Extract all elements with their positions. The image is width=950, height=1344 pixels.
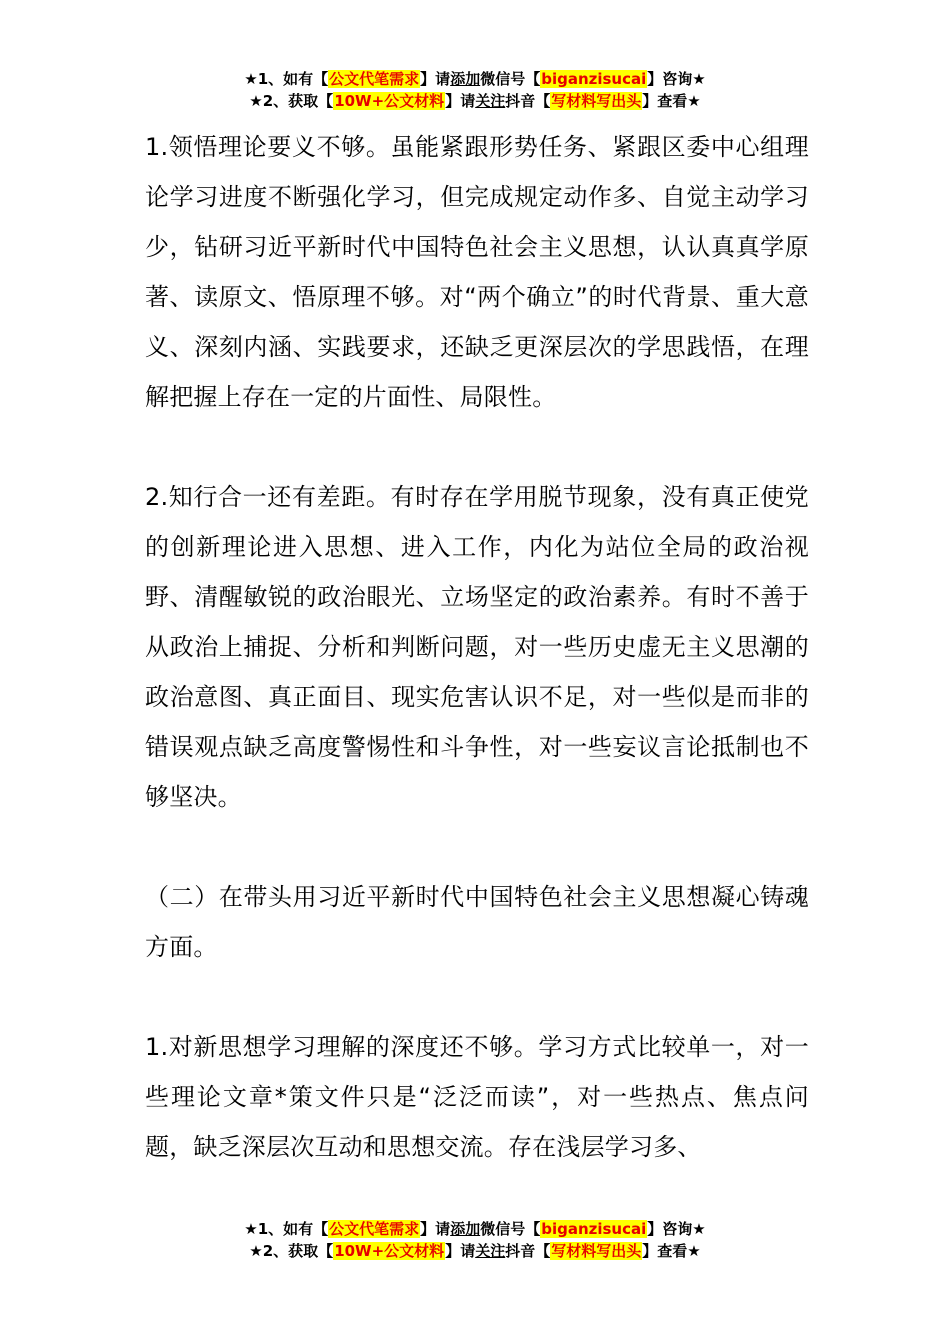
banner-line-1 <box>0 68 950 90</box>
banner-text: ★1、如有【 <box>244 1220 329 1238</box>
banner-line-1 <box>0 1218 950 1240</box>
banner-underline: 关注 <box>475 1242 506 1260</box>
paragraph-3: 1.对新思想学习理解的深度还不够。学习方式比较单一，对一些理论文章*策文件只是“泛泛而读”，对一些热点、焦点问题，缺乏深层次互动和思想交流。存在浅层学习多、 <box>145 1033 809 1161</box>
banner-text: 】请 <box>445 1242 476 1260</box>
paragraph-2: 2.知行合一还有差距。有时存在学用脱节现象，没有真正使党的创新理论进入思想、进入工作，内化为站位全局的政治视野、清醒敏锐的政治眼光、立场坚定的政治素养。有时不善于从政治上捕捉、分析和判断问题，对一些历史虚无主义思潮的政治意图、真正面目、现实危害认识不足，对一些似是而非的错误观点缺乏高度警惕性和斗争性，对一些妄议言论抵制也不够坚决。 <box>145 483 809 811</box>
banner-text: ★2、获取【 <box>249 1242 334 1260</box>
banner-highlight: 写材料写出头 <box>551 1242 642 1260</box>
paragraph-1: 1.领悟理论要义不够。虽能紧跟形势任务、紧跟区委中心组理论学习进度不断强化学习，但完成规定动作多、自觉主动学习少，钻研习近平新时代中国特色社会主义思想，认认真真学原著、读原文、悟原理不够。对“两个确立”的时代背景、重大意义、深刻内涵、实践要求，还缺乏更深层次的学思践悟，在理解把握上存在一定的片面性、局限性。 <box>145 133 809 411</box>
banner-text: 】请 <box>445 92 476 110</box>
footer-banner <box>0 1218 950 1262</box>
banner-text: 】请 <box>420 1220 451 1238</box>
banner-text: 】咨询★ <box>647 70 706 88</box>
banner-text: ★1、如有【 <box>244 70 329 88</box>
banner-line-2 <box>0 1240 950 1262</box>
banner-text: 】咨询★ <box>647 1220 706 1238</box>
banner-text: 抖音【 <box>505 1242 551 1260</box>
banner-text: ★2、获取【 <box>249 92 334 110</box>
banner-highlight: 写材料写出头 <box>551 92 642 110</box>
paragraph-gap <box>145 422 809 472</box>
banner-highlight: 公文代笔需求 <box>329 70 420 88</box>
banner-underline: 添加 <box>450 70 481 88</box>
banner-text: 微信号【 <box>480 70 541 88</box>
banner-highlight: 公文代笔需求 <box>329 1220 420 1238</box>
banner-text: 】查看★ <box>642 92 701 110</box>
banner-line-2 <box>0 90 950 112</box>
banner-underline: 添加 <box>450 1220 481 1238</box>
banner-highlight: 10W+公文材料 <box>334 1242 445 1260</box>
section-heading: （二）在带头用习近平新时代中国特色社会主义思想凝心铸魂方面。 <box>145 883 809 961</box>
paragraph-gap <box>145 972 809 1022</box>
banner-text: 】请 <box>420 70 451 88</box>
banner-text: 抖音【 <box>505 92 551 110</box>
banner-highlight: 10W+公文材料 <box>334 92 445 110</box>
banner-highlight: biganzisucai <box>541 1220 647 1238</box>
document-body <box>145 122 809 1172</box>
banner-text: 微信号【 <box>480 1220 541 1238</box>
banner-text: 】查看★ <box>642 1242 701 1260</box>
paragraph-gap <box>145 822 809 872</box>
banner-underline: 关注 <box>475 92 506 110</box>
header-banner <box>0 68 950 112</box>
banner-highlight: biganzisucai <box>541 70 647 88</box>
